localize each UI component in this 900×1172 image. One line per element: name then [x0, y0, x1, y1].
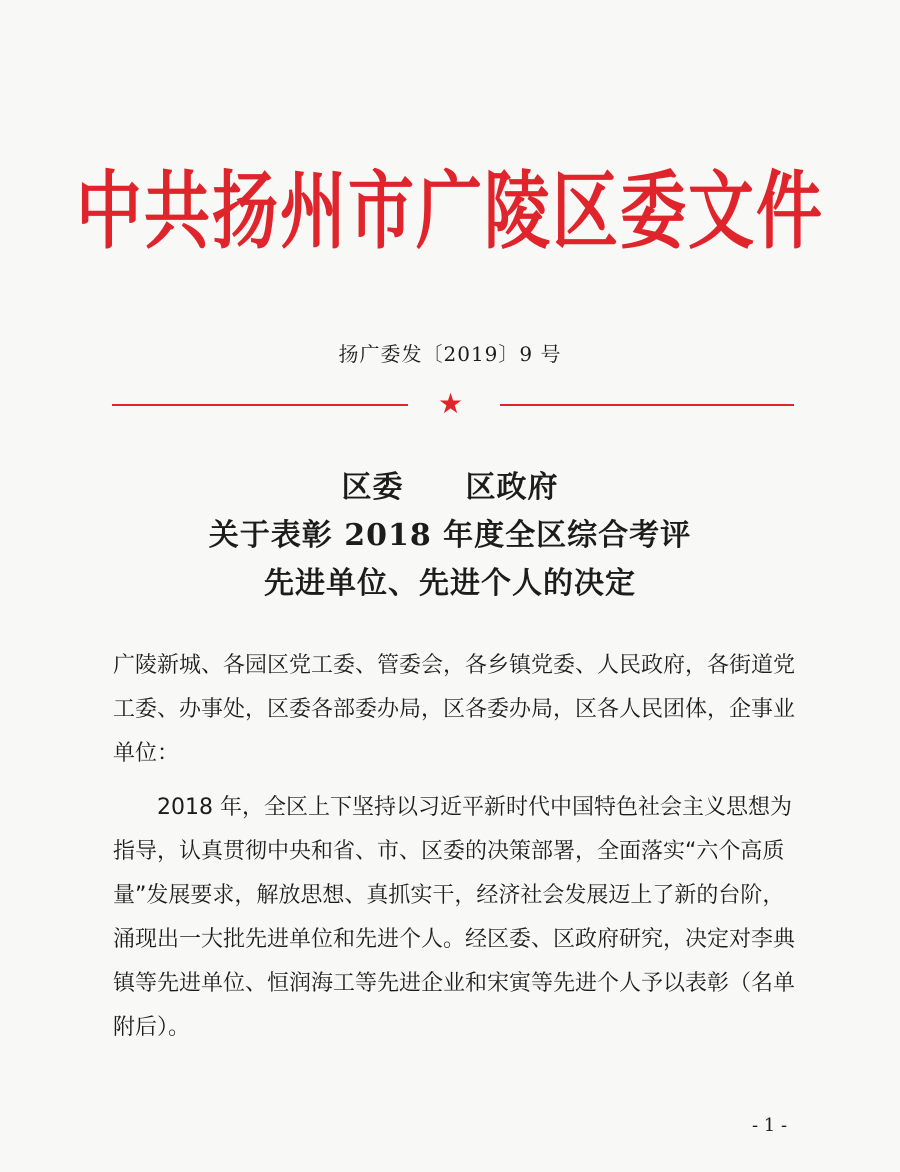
document-title-line-1: 区委 区政府 — [341, 470, 559, 505]
red-divider-right — [500, 404, 794, 406]
red-divider-left — [112, 404, 408, 406]
document-title-line-2: 关于表彰 2018 年度全区综合考评 — [208, 518, 692, 553]
star-icon: ★ — [438, 387, 464, 420]
letterhead-title: 中共扬州市广陵区委文件 — [76, 162, 824, 261]
document-number: 扬广委发〔2019〕9 号 — [338, 342, 562, 366]
addressee-list: 广陵新城、各园区党工委、管委会，各乡镇党委、人民政府，各街道党工委、办事处，区委各部委办局，区各委办局，区各人民团体，企事业单位： — [113, 653, 796, 766]
page-number: - 1 - — [752, 1115, 788, 1136]
body-paragraph: 2018 年，全区上下坚持以习近平新时代中国特色社会主义思想为指导，认真贯彻中央和省、市、区委的决策部署，全面落实“六个高质量”发展要求，解放思想、真抓实干，经济社会发展迈上了新的台阶，涌现出一大批先进单位和先进个人。经区委、区政府研究，决定对李典镇等先进单位、恒润海工等先进企业和宋寅等先进个人予以表彰（名单附后）。 — [113, 795, 796, 1040]
document-title-line-3: 先进单位、先进个人的决定 — [264, 566, 636, 601]
